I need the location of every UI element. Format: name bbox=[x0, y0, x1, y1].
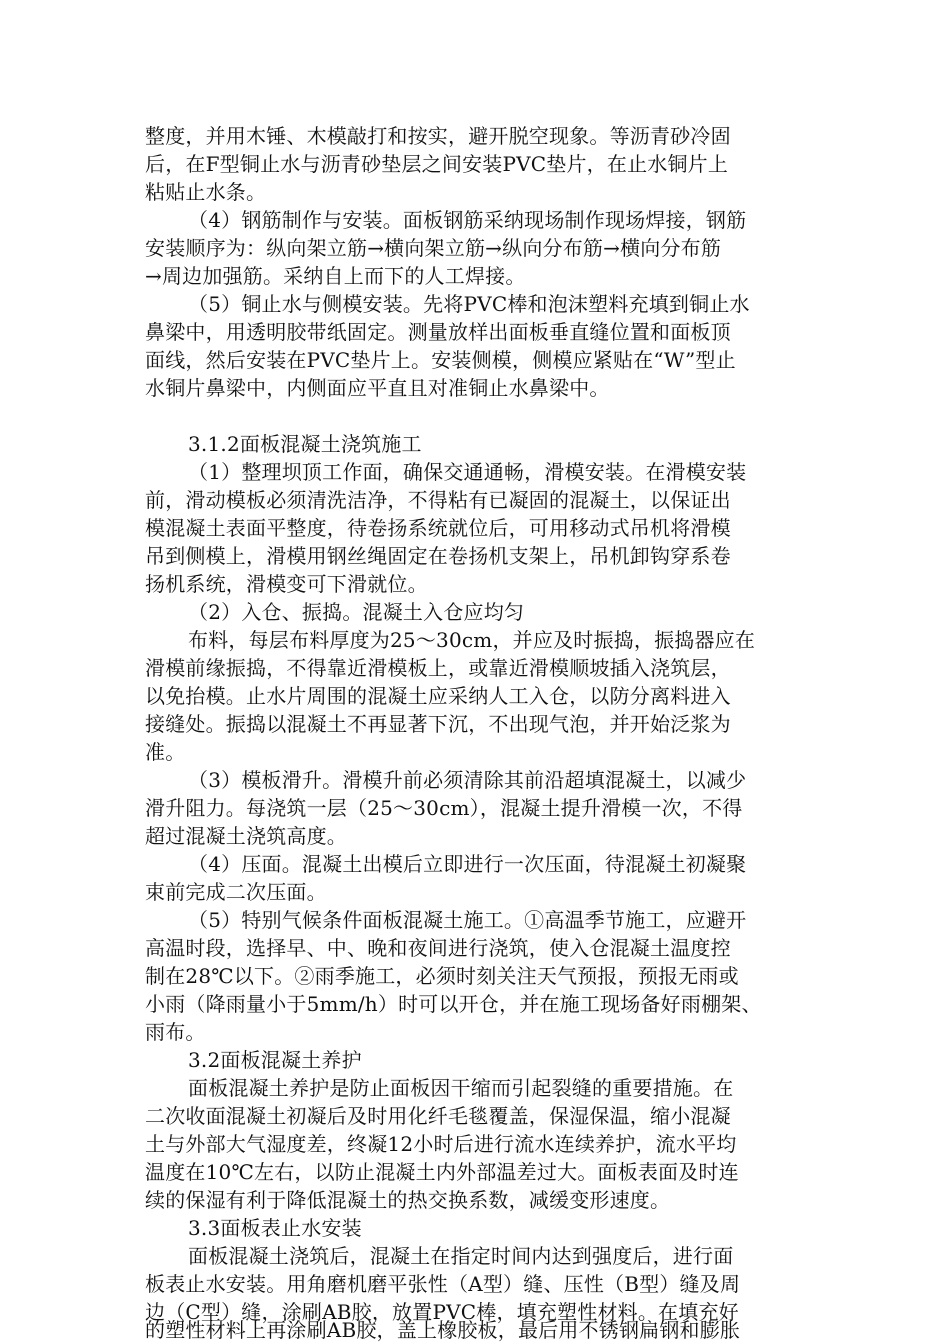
text-line: 整度，并用木锤、木模敲打和按实，避开脱空现象。等沥青砂冷固 bbox=[145, 124, 731, 148]
text-line: 土与外部大气湿度差，终凝12小时后进行流水连续养护，流水平均 bbox=[145, 1132, 737, 1156]
text-line: 滑升阻力。每浇筑一层（25～30cm），混凝土提升滑模一次，不得 bbox=[145, 796, 743, 820]
text-line: 板表止水安装。用角磨机磨平张性（A型）缝、压性（B型）缝及周 bbox=[145, 1272, 741, 1296]
text-line: 二次收面混凝土初凝后及时用化纤毛毯覆盖，保湿保温，缩小混凝 bbox=[145, 1104, 731, 1128]
text-line: 滑模前缘振捣，不得靠近滑模板上，或靠近滑模顺坡插入浇筑层， bbox=[145, 656, 731, 680]
text-line: 雨布。 bbox=[145, 1020, 206, 1044]
text-line: 的塑性材料上再涂刷AB胶，盖上橡胶板，最后用不锈钢扁钢和膨胀 bbox=[145, 1318, 741, 1342]
text-line: 模混凝土表面平整度，待卷扬系统就位后，可用移动式吊机将滑模 bbox=[145, 516, 731, 540]
text-line: （1）整理坝顶工作面，确保交通通畅，滑模安装。在滑模安装 bbox=[188, 460, 747, 484]
text-line: 小雨（降雨量小于5mm/h）时可以开仓，并在施工现场备好雨棚架、 bbox=[145, 992, 762, 1016]
text-line: 后，在F型铜止水与沥青砂垫层之间安装PVC垫片，在止水铜片上 bbox=[145, 152, 729, 176]
text-line: （5）特别气候条件面板混凝土施工。①高温季节施工，应避开 bbox=[188, 908, 747, 932]
text-line: 水铜片鼻梁中，内侧面应平直且对准铜止水鼻梁中。 bbox=[145, 376, 610, 400]
text-line: 粘贴止水条。 bbox=[145, 180, 267, 204]
text-line: （5）铜止水与侧模安装。先将PVC棒和泡沫塑料充填到铜止水 bbox=[188, 292, 750, 316]
text-line: 面板混凝土养护是防止面板因干缩而引起裂缝的重要措施。在 bbox=[188, 1076, 734, 1100]
text-line: 束前完成二次压面。 bbox=[145, 880, 327, 904]
text-line: 接缝处。振捣以混凝土不再显著下沉，不出现气泡，并开始泛浆为 bbox=[145, 712, 731, 736]
section-heading: 3.2面板混凝土养护 bbox=[188, 1048, 362, 1072]
text-line: 安装顺序为：纵向架立筋→横向架立筋→纵向分布筋→横向分布筋 bbox=[145, 236, 722, 260]
text-line: 超过混凝土浇筑高度。 bbox=[145, 824, 347, 848]
text-line: 鼻梁中，用透明胶带纸固定。测量放样出面板垂直缝位置和面板顶 bbox=[145, 320, 731, 344]
text-line: 面线，然后安装在PVC垫片上。安装侧模，侧模应紧贴在“W”型止 bbox=[145, 348, 736, 372]
text-line: 前，滑动模板必须清洗洁净，不得粘有已凝固的混凝土，以保证出 bbox=[145, 488, 731, 512]
text-line: 边（C型）缝，涂刷AB胶，放置PVC棒，填充塑性材料。在填充好 bbox=[145, 1300, 739, 1324]
text-line: 续的保湿有利于降低混凝土的热交换系数，减缓变形速度。 bbox=[145, 1188, 671, 1212]
text-line: （4）压面。混凝土出模后立即进行一次压面，待混凝土初凝聚 bbox=[188, 852, 747, 876]
text-line: （2）入仓、振捣。混凝土入仓应均匀 bbox=[188, 600, 525, 624]
text-line: （3）模板滑升。滑模升前必须清除其前沿超填混凝土，以减少 bbox=[188, 768, 747, 792]
section-heading: 3.1.2面板混凝土浇筑施工 bbox=[188, 432, 422, 456]
text-line: 高温时段，选择早、中、晚和夜间进行浇筑，使入仓混凝土温度控 bbox=[145, 936, 731, 960]
text-line: 制在28℃以下。②雨季施工，必须时刻关注天气预报，预报无雨或 bbox=[145, 964, 739, 988]
text-line: →周边加强筋。采纳自上而下的人工焊接。 bbox=[145, 264, 526, 288]
text-line: （4）钢筋制作与安装。面板钢筋采纳现场制作现场焊接，钢筋 bbox=[188, 208, 747, 232]
text-line: 温度在10℃左右，以防止混凝土内外部温差过大。面板表面及时连 bbox=[145, 1160, 739, 1184]
text-line: 以免抬模。止水片周围的混凝土应采纳人工入仓，以防分离料进入 bbox=[145, 684, 731, 708]
text-line: 布料，每层布料厚度为25～30cm，并应及时振捣，振捣器应在 bbox=[188, 628, 756, 652]
text-line: 吊到侧模上，滑模用钢丝绳固定在卷扬机支架上，吊机卸钩穿系卷 bbox=[145, 544, 731, 568]
text-line: 扬机系统，滑模变可下滑就位。 bbox=[145, 572, 428, 596]
text-line: 面板混凝土浇筑后，混凝土在指定时间内达到强度后，进行面 bbox=[188, 1244, 734, 1268]
text-line: 准。 bbox=[145, 740, 186, 764]
section-heading: 3.3面板表止水安装 bbox=[188, 1216, 362, 1240]
